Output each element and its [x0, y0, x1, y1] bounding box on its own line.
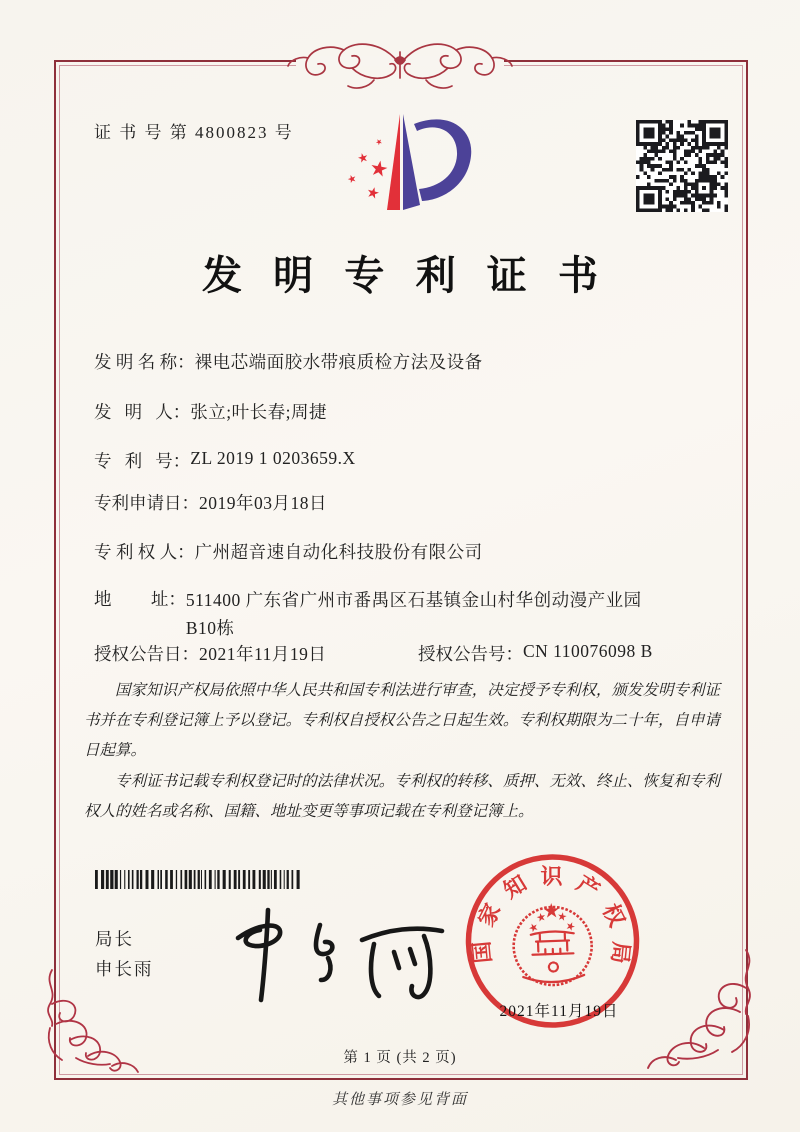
- legal-paragraph-2: 专利证书记载专利权登记时的法律状况。专利权的转移、质押、无效、终止、恢复和专利权人的姓名或名称、国籍、地址变更等事项记载在专利登记簿上。: [84, 773, 720, 820]
- field-value: CN 110076098 B: [523, 641, 653, 661]
- field-patentee: [94, 539, 740, 564]
- top-border-ornament-icon: [278, 34, 522, 96]
- national-emblem-icon: [512, 902, 593, 987]
- field-value: 511400 广东省广州市番禺区石基镇金山村华创动漫产业园B10栋: [185, 590, 642, 638]
- seal-text: 国家知识产权局: [468, 863, 635, 965]
- qr-code: [636, 120, 728, 212]
- field-value: 2021年11月19日: [199, 644, 327, 664]
- legal-paragraph-1: 国家知识产权局依照中华人民共和国专利法进行审查，决定授予专利权，颁发发明专利证书并在专利登记簿上予以登记。专利权自授权公告之日起生效。专利权期限为二十年，自申请日起算。: [84, 682, 720, 759]
- field-label: 授权公告日：: [94, 644, 199, 664]
- field-value: 广州超音速自动化科技股份有限公司: [194, 542, 483, 562]
- legal-text: [84, 676, 720, 829]
- field-label: 发 明 名 称：: [94, 352, 195, 372]
- field-label: 地 址：: [94, 589, 186, 609]
- certificate-title: 发明专利证书: [201, 253, 630, 298]
- field-value: ZL 2019 1 0203659.X: [190, 448, 356, 468]
- field-label: 授权公告号：: [418, 644, 523, 664]
- director-name: 申长雨: [95, 959, 154, 979]
- field-address: [94, 586, 740, 642]
- signature-icon: [216, 898, 454, 1008]
- field-label: 专利申请日：: [94, 493, 199, 513]
- field-value: 2019年03月18日: [199, 493, 327, 513]
- field-label: 发 明 人：: [94, 402, 191, 422]
- cnipa-logo-icon: [340, 100, 490, 240]
- field-inventors: [94, 399, 740, 424]
- barcode: [95, 870, 305, 889]
- field-label: 专 利 权 人：: [94, 542, 195, 562]
- director-title: 局长: [95, 929, 134, 949]
- back-note: 其他事项参见背面: [331, 1092, 468, 1108]
- field-filing-date: [94, 490, 740, 515]
- field-grant-row: [94, 641, 740, 665]
- seal-date: 2021年11月19日: [499, 1003, 619, 1020]
- field-patent-number: [94, 448, 740, 473]
- page-number: 第 1 页 (共 2 页): [343, 1050, 457, 1066]
- field-value: 裸电芯端面胶水带痕质检方法及设备: [194, 352, 483, 372]
- field-label: 专 利 号：: [94, 451, 191, 471]
- field-grant-number: [418, 641, 653, 666]
- field-grant-date: [94, 641, 326, 666]
- field-value: 张立;叶长春;周捷: [190, 402, 327, 422]
- field-invention-name: [94, 349, 740, 374]
- certificate-number: 证 书 号 第 4800823 号: [94, 123, 294, 142]
